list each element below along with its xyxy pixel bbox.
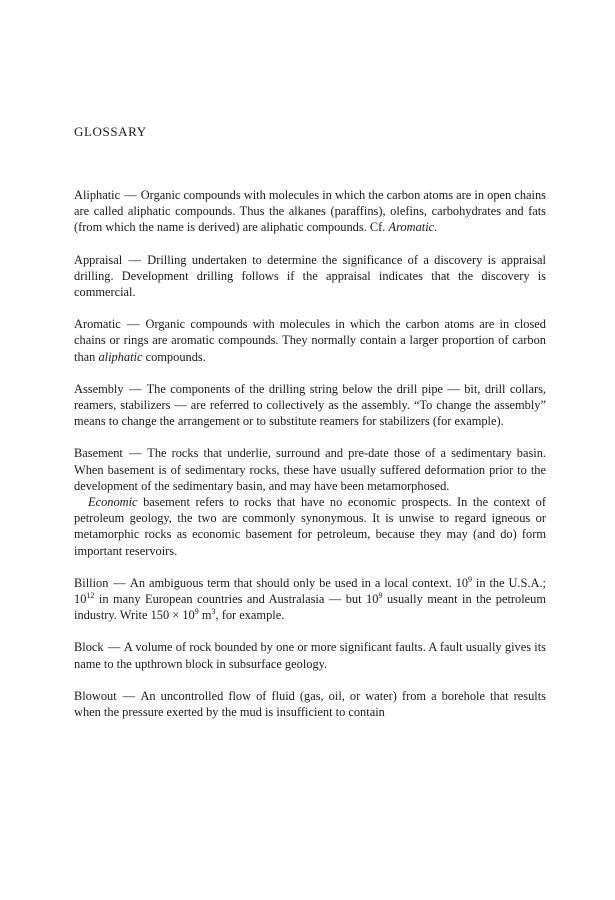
exponent: 9 <box>468 574 473 584</box>
glossary-page <box>74 0 546 900</box>
entry-definition: The components of the drilling string below the drill pipe — bit, drill collars, reamers, stabilizers — are referred to collectively as the assembly. “To change the assembly” means to change the arrangement or to substitute reamers for stabilizers (for example). <box>74 381 547 429</box>
term-separator: — <box>122 688 136 703</box>
exponent: 3 <box>211 607 216 617</box>
entry-term: Billion <box>74 575 109 590</box>
page-title: GLOSSARY <box>74 124 147 139</box>
entry-basement <box>74 445 546 558</box>
entry-definition: Drilling undertaken to determine the significance of a discovery is appraisal drilling. Development drilling follows if the appraisal indicates that the discovery is commercial. <box>74 252 546 300</box>
entry-term: Aliphatic <box>74 188 121 202</box>
entry-definition: Organic compounds with molecules in which the carbon atoms are in open chains are called aliphatic compounds. Thus the alkanes (paraffins), olefins, carbohydrates and fats (from which the name is derived) are aliphatic compounds. Cf. <box>74 188 546 235</box>
emphasis-term: Economic <box>88 495 138 510</box>
exponent: 9 <box>378 591 383 601</box>
cross-reference: Aromatic. <box>388 220 438 235</box>
term-separator: — <box>113 575 126 590</box>
entry-definition: in the U.S.A.; 10 <box>74 575 546 607</box>
entry-term: Aromatic <box>74 317 121 332</box>
entry-term: Blowout <box>74 688 117 703</box>
entry-definition: Organic compounds with molecules in which the carbon atoms are in closed chains or rings are aromatic compounds. They normally contain a larger proportion of carbon than <box>74 317 546 364</box>
term-separator: — <box>128 446 142 461</box>
entry-term: Assembly <box>74 381 124 396</box>
cross-reference: aliphatic <box>98 349 143 364</box>
term-separator: — <box>107 640 121 655</box>
entry-definition: in many European countries and Australasia — but 10 <box>94 592 379 607</box>
entry-definition: A volume of rock bounded by one or more significant faults. A fault usually gives its name to the upthrown block in subsurface geology. <box>74 640 546 671</box>
entry-aliphatic <box>74 187 546 236</box>
glossary-entries <box>74 187 546 736</box>
entry-definition: An ambiguous term that should only be used in a local context. 10 <box>129 575 469 590</box>
term-separator: — <box>124 188 137 202</box>
exponent: 9 <box>194 607 199 617</box>
entry-definition-end: compounds. <box>142 349 206 364</box>
entry-appraisal <box>74 252 546 301</box>
entry-term: Appraisal <box>74 252 123 267</box>
entry-definition-continued: basement refers to rocks that have no economic prospects. In the context of petroleum geology, the two are commonly synonymous. It is unwise to regard igneous or metamorphic rocks as economic basement for petroleum, because they may (and do) form important reservoirs. <box>74 495 546 558</box>
entry-term: Block <box>74 640 104 655</box>
entry-billion <box>74 575 546 624</box>
entry-aromatic <box>74 316 546 365</box>
term-separator: — <box>128 252 141 267</box>
term-separator: — <box>126 317 140 332</box>
entry-term: Basement <box>74 446 123 461</box>
entry-definition: m <box>198 608 212 623</box>
entry-block <box>74 639 546 671</box>
entry-blowout <box>74 688 546 720</box>
entry-assembly <box>74 381 546 430</box>
entry-definition: usually meant in the petroleum industry. Write 150 × 10 <box>74 592 546 623</box>
entry-definition: An uncontrolled flow of fluid (gas, oil, or water) from a borehole that results when the pressure exerted by the mud is insufficient to contain <box>74 688 546 720</box>
entry-definition: , for example. <box>215 608 285 623</box>
exponent: 12 <box>86 591 95 601</box>
entry-definition: The rocks that underlie, surround and pre-date those of a sedimentary basin. When basement is of sedimentary rocks, these have usually suffered deformation prior to the development of the sedimentary basin, and may have been metamorphosed. <box>74 446 546 493</box>
term-separator: — <box>129 381 142 396</box>
